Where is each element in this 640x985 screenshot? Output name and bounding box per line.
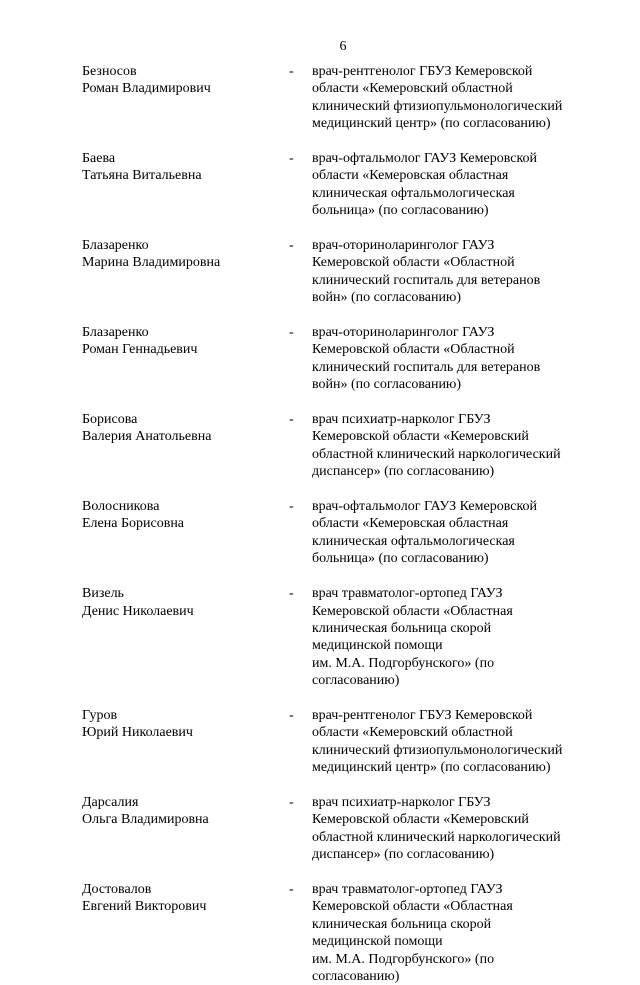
position-line: врач-рентгенолог ГБУЗ Кемеровской [312, 64, 533, 79]
separator-dash: - [289, 238, 294, 254]
member-surname: Борисова [82, 412, 138, 428]
member-position [312, 498, 592, 568]
member-given-names: Валерия Анатольевна [82, 429, 212, 445]
member-entry [0, 63, 640, 133]
separator-dash: - [289, 325, 294, 341]
position-line: клинический госпиталь для ветеранов [312, 272, 541, 288]
position-line: Кемеровской области «Областная [312, 603, 513, 619]
position-line: Кемеровской области «Кемеровский [312, 429, 529, 445]
position-line: войн» (по согласованию) [312, 377, 462, 393]
separator-dash: - [289, 499, 294, 515]
position-line: больница» (по согласованию) [312, 203, 489, 219]
member-position [312, 63, 592, 133]
position-line: области «Кемеровская областная [312, 516, 509, 532]
separator-dash: - [289, 151, 294, 167]
member-given-names: Елена Борисовна [82, 516, 185, 532]
position-line: Кемеровской области «Областной [312, 255, 515, 271]
member-surname: Баева [82, 151, 116, 167]
separator-dash: - [289, 707, 294, 723]
position-line: войн» (по согласованию) [312, 290, 462, 306]
member-entry [0, 411, 640, 481]
position-line: согласованию) [312, 673, 400, 689]
member-entry [0, 881, 640, 985]
member-position [312, 585, 592, 689]
member-given-names: Евгений Викторович [82, 899, 207, 915]
member-list [0, 63, 640, 985]
member-name [82, 707, 282, 742]
member-surname: Дарсалия [82, 794, 139, 810]
position-line: медицинской помощи [312, 934, 443, 950]
member-surname: Блазаренко [82, 325, 149, 341]
position-line: врач травматолог-ортопед ГАУЗ [312, 586, 503, 602]
member-given-names: Юрий Николаевич [82, 725, 193, 741]
member-given-names: Ольга Владимировна [82, 812, 209, 828]
position-line: клиническая больница скорой [312, 620, 492, 636]
position-line: врач психиатр-нарколог ГБУЗ [312, 794, 491, 810]
position-line: области «Кемеровский областной [312, 81, 513, 97]
position-line: клиническая офтальмологическая [312, 533, 515, 549]
member-surname: Волосникова [82, 499, 160, 515]
position-line: клинический фтизиопульмонологический [312, 742, 563, 758]
member-entry [0, 324, 640, 394]
member-given-names: Роман Владимирович [82, 81, 211, 97]
position-line: врач травматолог-ортопед ГАУЗ [312, 881, 503, 897]
member-name [82, 150, 282, 185]
position-line: области «Кемеровская областная [312, 168, 509, 184]
member-entry [0, 498, 640, 568]
separator-dash: - [289, 586, 294, 602]
member-name [82, 881, 282, 916]
position-line: областной клинический наркологический [312, 446, 561, 462]
member-entry [0, 150, 640, 220]
separator-dash: - [289, 412, 294, 428]
page-number: 6 [339, 39, 347, 54]
member-name [82, 63, 282, 98]
member-name [82, 794, 282, 829]
member-given-names: Роман Геннадьевич [82, 342, 198, 358]
member-surname: Безносов [82, 64, 137, 79]
member-name [82, 498, 282, 533]
position-line: им. М.А. Подгорбунского» (по [312, 951, 495, 967]
position-line: диспансер» (по согласованию) [312, 847, 495, 863]
member-entry [0, 585, 640, 689]
position-line: врач психиатр-нарколог ГБУЗ [312, 412, 491, 428]
member-entry [0, 794, 640, 864]
member-position [312, 150, 592, 220]
member-surname: Достовалов [82, 881, 152, 897]
member-position [312, 324, 592, 394]
member-surname: Гуров [82, 707, 118, 723]
position-line: диспансер» (по согласованию) [312, 464, 495, 480]
member-position [312, 411, 592, 481]
member-given-names: Татьяна Витальевна [82, 168, 202, 184]
position-line: клинический фтизиопульмонологический [312, 98, 563, 114]
member-position [312, 707, 592, 777]
member-surname: Визель [82, 586, 124, 602]
position-line: Кемеровской области «Областной [312, 342, 515, 358]
position-line: врач-оториноларинголог ГАУЗ [312, 238, 495, 254]
separator-dash: - [289, 794, 294, 810]
member-position [312, 881, 592, 985]
position-line: медицинский центр» (по согласованию) [312, 116, 551, 132]
position-line: врач-офтальмолог ГАУЗ Кемеровской [312, 151, 538, 167]
member-entry [0, 237, 640, 307]
member-name [82, 411, 282, 446]
position-line: Кемеровской области «Кемеровский [312, 812, 529, 828]
position-line: области «Кемеровский областной [312, 725, 513, 741]
position-line: больница» (по согласованию) [312, 551, 489, 567]
member-given-names: Денис Николаевич [82, 603, 194, 619]
member-given-names: Марина Владимировна [82, 255, 221, 271]
member-name [82, 585, 282, 620]
position-line: медицинской помощи [312, 638, 443, 654]
position-line: клинический госпиталь для ветеранов [312, 359, 541, 375]
position-line: клиническая офтальмологическая [312, 185, 515, 201]
separator-dash: - [289, 64, 294, 79]
position-line: областной клинический наркологический [312, 829, 561, 845]
position-line: врач-рентгенолог ГБУЗ Кемеровской [312, 707, 533, 723]
position-line: врач-оториноларинголог ГАУЗ [312, 325, 495, 341]
member-position [312, 794, 592, 864]
separator-dash: - [289, 881, 294, 897]
member-position [312, 237, 592, 307]
position-line: согласованию) [312, 968, 400, 984]
member-name [82, 237, 282, 272]
member-surname: Блазаренко [82, 238, 149, 254]
member-name [82, 324, 282, 359]
position-line: клиническая больница скорой [312, 916, 492, 932]
position-line: врач-офтальмолог ГАУЗ Кемеровской [312, 499, 538, 515]
member-entry [0, 707, 640, 777]
position-line: им. М.А. Подгорбунского» (по [312, 655, 495, 671]
position-line: Кемеровской области «Областная [312, 899, 513, 915]
position-line: медицинский центр» (по согласованию) [312, 760, 551, 776]
